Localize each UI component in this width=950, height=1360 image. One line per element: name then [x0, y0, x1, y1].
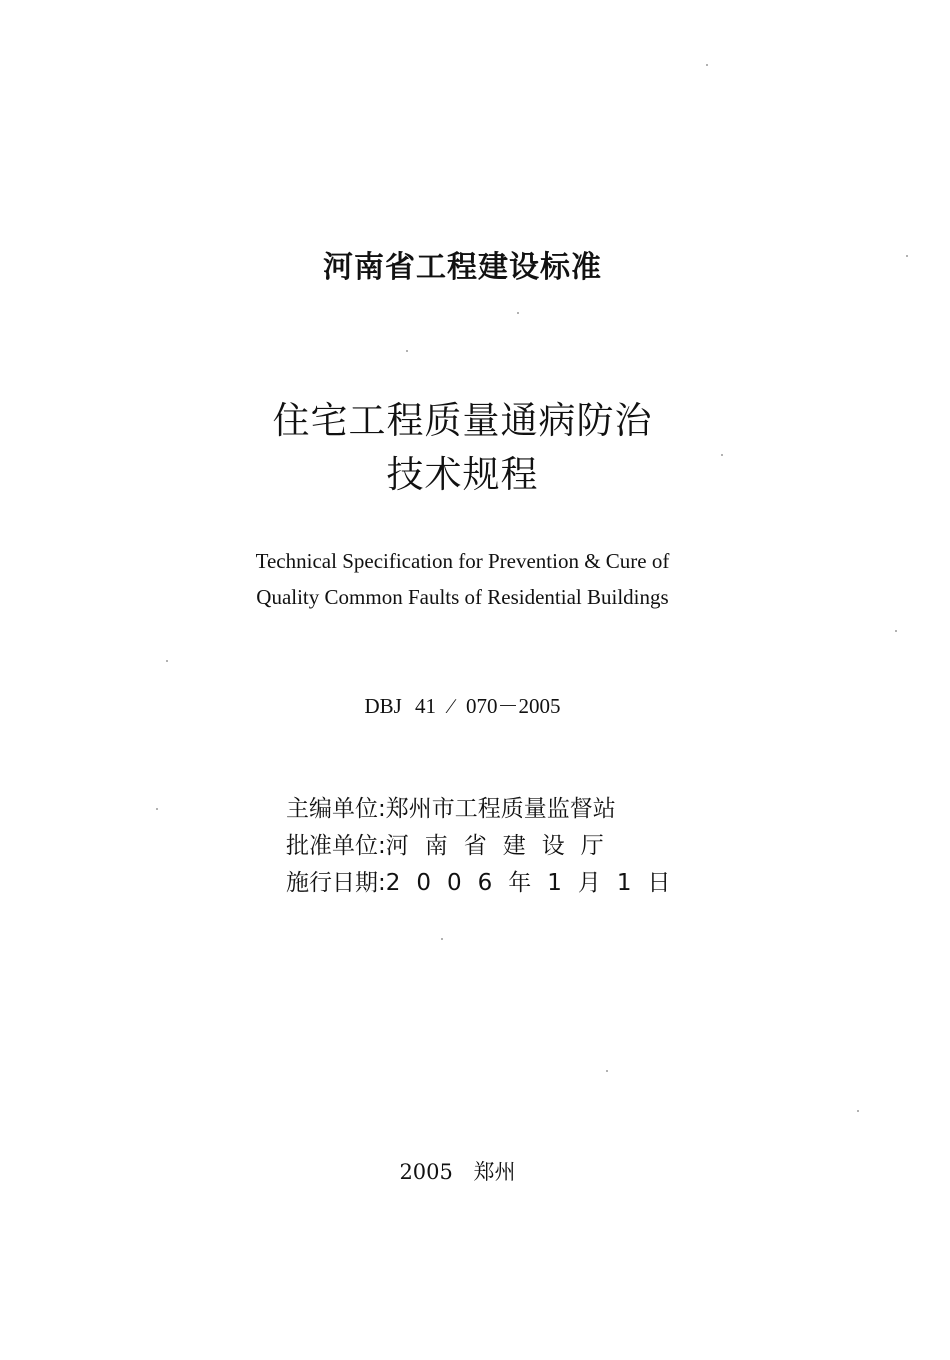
approver-value: 河南省建设厅: [385, 833, 620, 859]
scan-speck: [906, 255, 908, 257]
scan-speck: [606, 1070, 608, 1072]
scan-speck: [406, 350, 408, 352]
editor-label: 主编单位:: [286, 796, 386, 822]
title-chinese-line-1: 住宅工程质量通病防治: [272, 399, 653, 442]
scan-speck: [721, 454, 723, 456]
standard-code: DBJ 41 ∕ 070－2005: [364, 694, 561, 718]
scan-speck: [857, 1110, 859, 1112]
scan-speck: [156, 808, 158, 810]
effective-date-label: 施行日期:: [286, 870, 386, 896]
standard-category: 河南省工程建设标准: [323, 250, 602, 285]
title-english-line-1: Technical Specification for Prevention & Cure of: [255, 549, 670, 573]
editor-value: 郑州市工程质量监督站: [385, 796, 616, 822]
effective-date-row: [286, 868, 706, 905]
scan-speck: [895, 630, 897, 632]
title-english-line-2: Quality Common Faults of Residential Buildings: [256, 585, 669, 609]
scan-speck: [166, 660, 168, 662]
approver-label: 批准单位:: [286, 833, 386, 859]
approver-row: [286, 831, 706, 868]
scan-speck: [517, 312, 519, 314]
title-chinese-line-2: 技术规程: [386, 453, 539, 496]
footer-year-place: 2005 郑州: [399, 1160, 516, 1184]
scan-speck: [706, 64, 708, 66]
scan-speck: [441, 938, 443, 940]
editor-row: [286, 794, 706, 831]
effective-date-value: 2006年1月1日: [385, 870, 687, 896]
publication-info: [286, 794, 706, 905]
